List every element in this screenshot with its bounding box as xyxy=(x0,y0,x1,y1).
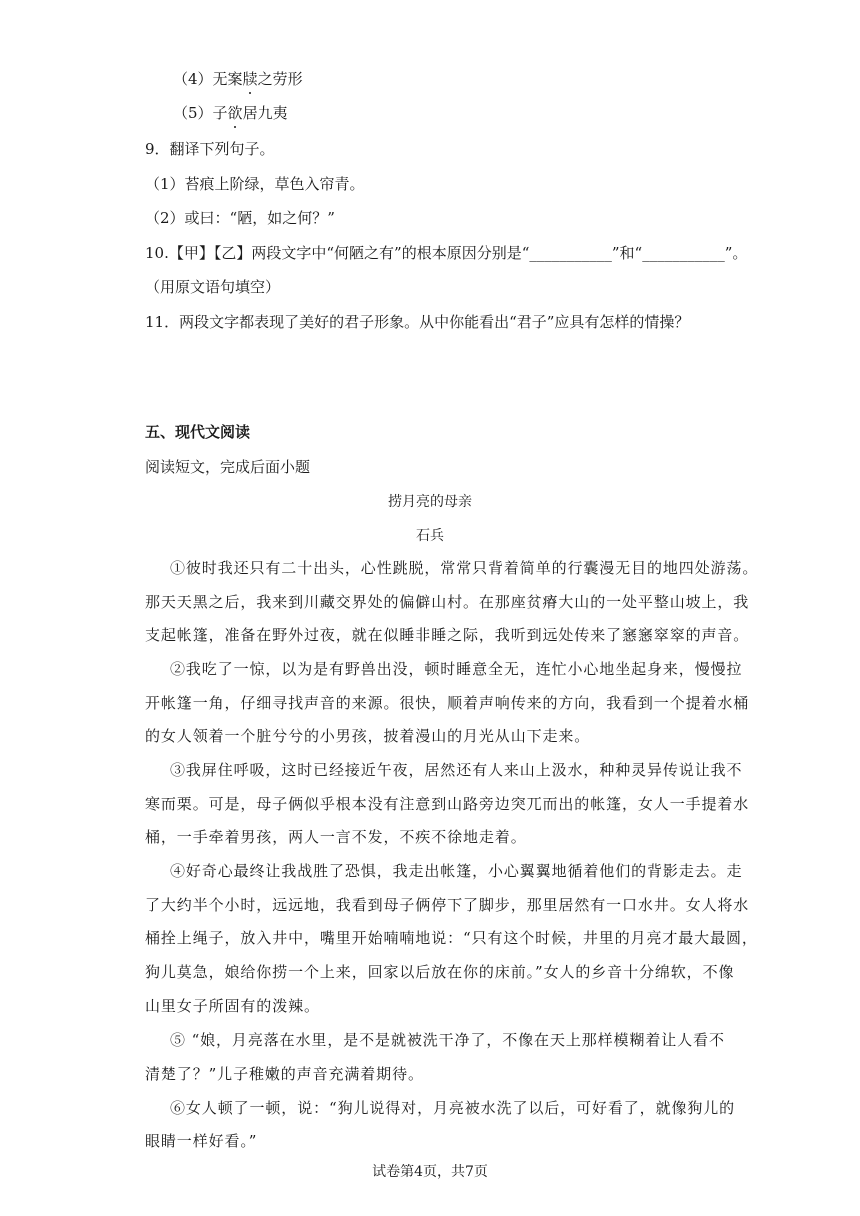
passage-line: 寒而栗。可是，母子俩似乎根本没有注意到山路旁边突兀而出的帐篷，女人一手提着水 xyxy=(145,795,750,813)
question-9: 9．翻译下列句子。 xyxy=(145,140,275,158)
passage-line: ③我屏住呼吸，这时已经接近午夜，居然还有人来山上汲水，种种灵异传说让我不 xyxy=(170,761,743,779)
passage-line: 支起帐篷，准备在野外过夜，就在似睡非睡之际，我听到远处传来了窸窸窣窣的声音。 xyxy=(145,626,750,644)
question-10: 10.【甲】【乙】两段文字中“何陋之有”的根本原因分别是“___________”和“___________”。 xyxy=(145,244,748,262)
section-heading: 五、现代文阅读 xyxy=(145,423,251,441)
passage-line: 桶，一手牵着男孩，两人一言不发，不疾不徐地走着。 xyxy=(145,828,527,846)
passage-line: 眼睛一样好看。” xyxy=(145,1132,258,1150)
question-8-5: （5）子欲居九夷 xyxy=(173,104,288,122)
passage-line: 那天天黑之后，我来到川藏交界处的偏僻山村。在那座贫瘠大山的一处平整山坡上，我 xyxy=(145,593,750,611)
question-9-2: （2）或曰：“陋，如之何？” xyxy=(145,209,335,227)
passage-line: 清楚了？”儿子稚嫩的声音充满着期待。 xyxy=(145,1065,424,1083)
page-footer: 试卷第4页，共7页 xyxy=(372,1164,488,1180)
passage-line: 狗儿莫急，娘给你捞一个上来，回家以后放在你的床前。”女人的乡音十分绵软，不像 xyxy=(145,963,735,981)
question-10-note: （用原文语句填空） xyxy=(145,278,281,296)
question-8-4: （4）无案牍之劳形 xyxy=(173,70,303,88)
passage-author: 石兵 xyxy=(416,528,444,544)
passage-line: 的女人领着一个脏兮兮的小男孩，披着漫山的月光从山下走来。 xyxy=(145,727,591,745)
passage-line: 桶拴上绳子，放入井中，嘴里开始喃喃地说：“只有这个时候，井里的月亮才最大最圆， xyxy=(145,929,758,947)
passage-line: ⑥女人顿了一顿，说：“狗儿说得对，月亮被水洗了以后，可好看了，就像狗儿的 xyxy=(170,1099,736,1117)
question-11: 11．两段文字都表现了美好的君子形象。从中你能看出“君子”应具有怎样的情操？ xyxy=(145,313,690,331)
passage-line: ④好奇心最终让我战胜了恐惧，我走出帐篷，小心翼翼地循着他们的背影走去。走 xyxy=(170,862,743,880)
section-instruction: 阅读短文，完成后面小题 xyxy=(145,458,311,476)
passage-line: 了大约半个小时，远远地，我看到母子俩停下了脚步，那里居然有一口水井。女人将水 xyxy=(145,896,750,914)
passage-line: 开帐篷一角，仔细寻找声音的来源。很快，顺着声响传来的方向，我看到一个提着水桶 xyxy=(145,694,750,712)
passage-line: ⑤ “娘，月亮落在水里，是不是就被洗干净了，不像在天上那样模糊着让人看不 xyxy=(170,1031,725,1049)
question-9-1: （1）苔痕上阶绿，草色入帘青。 xyxy=(145,175,365,193)
emphasis-dot-char: 牍 xyxy=(242,70,258,88)
passage-line: ②我吃了一惊，以为是有野兽出没，顿时睡意全无，连忙小心地坐起身来，慢慢拉 xyxy=(170,660,743,678)
passage-title: 捞月亮的母亲 xyxy=(388,494,472,510)
passage-line: ①彼时我还只有二十出头，心性跳脱，常常只背着简单的行囊漫无目的地四处游荡。 xyxy=(170,559,759,577)
passage-line: 山里女子所固有的泼辣。 xyxy=(145,997,320,1015)
emphasis-dot-char: 欲 xyxy=(227,104,243,122)
